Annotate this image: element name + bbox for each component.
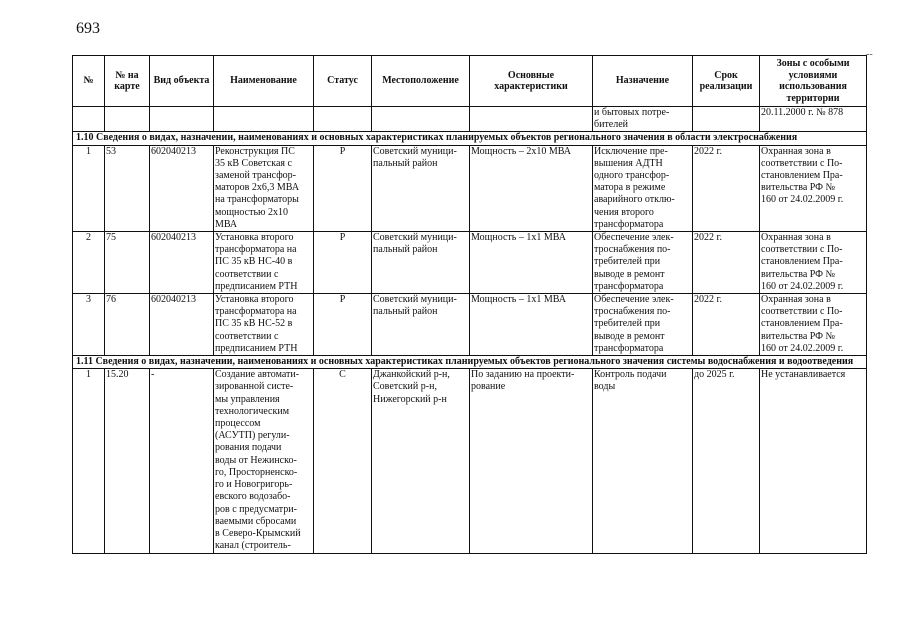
cell-purpose: Обеспечение элек- троснабжения по- требителей при выводе в ремонт трансформатора: [593, 294, 693, 356]
cell-name: Реконструкция ПС 35 кВ Советская с заменой трансфор- маторов 2х6,3 МВА на трансформаторы мощностью 2х10 МВА: [214, 145, 314, 231]
cell-purpose: и бытовых потре- бителей: [593, 107, 693, 132]
cell-zones: Охранная зона в соответствии с По- становлением Пра- вительства РФ № 160 от 24.02.2009 г.: [760, 232, 867, 294]
cell-purpose: Контроль подачи воды: [593, 369, 693, 554]
cell-object-type: -: [150, 369, 214, 554]
cell-location: Джанкойский р-н, Советский р-н, Нижегорский р-н: [372, 369, 470, 554]
stray-mark: --: [866, 49, 873, 60]
cell-number: 3: [73, 294, 105, 356]
cell-location: Советский муници- пальный район: [372, 294, 470, 356]
cell-characteristics: Мощность – 1х1 МВА: [470, 232, 593, 294]
cell-number: 1: [73, 145, 105, 231]
cell-characteristics: Мощность – 2х10 МВА: [470, 145, 593, 231]
section-heading-1-10: 1.10 Сведения о видах, назначении, наименованиях и основных характеристиках планируемых объектов регионального значения в области электроснабжения: [73, 132, 867, 145]
header-map-number: № на карте: [105, 56, 150, 107]
header-term: Срок реализации: [693, 56, 760, 107]
cell-status: С: [314, 369, 372, 554]
page-number: 693: [76, 20, 100, 37]
cell-map-number: 15.20: [105, 369, 150, 554]
cell-zones: Не устанавливается: [760, 369, 867, 554]
cell-zones: 20.11.2000 г. № 878: [760, 107, 867, 132]
cell-name: Установка второго трансформатора на ПС 35 кВ НС-52 в соответствии с предписанием РТН: [214, 294, 314, 356]
table-row: [73, 232, 867, 294]
cell-map-number: 75: [105, 232, 150, 294]
cell-zones: Охранная зона в соответствии с По- становлением Пра- вительства РФ № 160 от 24.02.2009 г.: [760, 294, 867, 356]
cell-object-type: 602040213: [150, 145, 214, 231]
cell-object-type: 602040213: [150, 232, 214, 294]
table-row: [73, 145, 867, 231]
cell-term: до 2025 г.: [693, 369, 760, 554]
section-heading-1-11: 1.11 Сведения о видах, назначении, наименованиях и основных характеристиках планируемых объектов регионального значения системы водоснабжения и водоотведения: [73, 356, 867, 369]
cell-term: 2022 г.: [693, 232, 760, 294]
section-heading-row: [73, 132, 867, 145]
cell-characteristics: Мощность – 1х1 МВА: [470, 294, 593, 356]
cell-number: 2: [73, 232, 105, 294]
cell-zones: Охранная зона в соответствии с По- становлением Пра- вительства РФ № 160 от 24.02.2009 г.: [760, 145, 867, 231]
cell-number: 1: [73, 369, 105, 554]
cell-status: Р: [314, 145, 372, 231]
header-number: №: [73, 56, 105, 107]
cell-map-number: 53: [105, 145, 150, 231]
header-purpose: Назначение: [593, 56, 693, 107]
cell-location: Советский муници- пальный район: [372, 232, 470, 294]
header-status: Статус: [314, 56, 372, 107]
cell-object-type: 602040213: [150, 294, 214, 356]
header-zones: Зоны с особыми условиями использования территории: [760, 56, 867, 107]
cell-purpose: Обеспечение элек- троснабжения по- требителей при выводе в ремонт трансформатора: [593, 232, 693, 294]
header-object-type: Вид объекта: [150, 56, 214, 107]
cell-purpose: Исключение пре- вышения АДТН одного трансфор- матора в режиме аварийного отклю- чения второго трансформатора: [593, 145, 693, 231]
section-heading-row: [73, 356, 867, 369]
cell-location: Советский муници- пальный район: [372, 145, 470, 231]
cell-name: Создание автомати- зированной систе- мы управления технологическим процессом (АСУТП) регули- рования подачи воды от Нежинско- го, Просторненско- го и Новогригорь- евского водозабо- ров с предусматри- ваемыми сбросами в Северо-Крымский канал (строитель-: [214, 369, 314, 554]
cell-map-number: 76: [105, 294, 150, 356]
cell-term: 2022 г.: [693, 145, 760, 231]
table-row: [73, 369, 867, 554]
header-characteristics: Основные характеристики: [470, 56, 593, 107]
cell-name: Установка второго трансформатора на ПС 35 кВ НС-40 в соответствии с предписанием РТН: [214, 232, 314, 294]
continuation-row: [73, 107, 867, 132]
header-row: [73, 56, 867, 107]
cell-status: Р: [314, 294, 372, 356]
planning-table: [72, 55, 867, 554]
cell-term: 2022 г.: [693, 294, 760, 356]
table-row: [73, 294, 867, 356]
cell-characteristics: По заданию на проекти- рование: [470, 369, 593, 554]
header-name: Наименование: [214, 56, 314, 107]
cell-status: Р: [314, 232, 372, 294]
header-location: Местоположение: [372, 56, 470, 107]
